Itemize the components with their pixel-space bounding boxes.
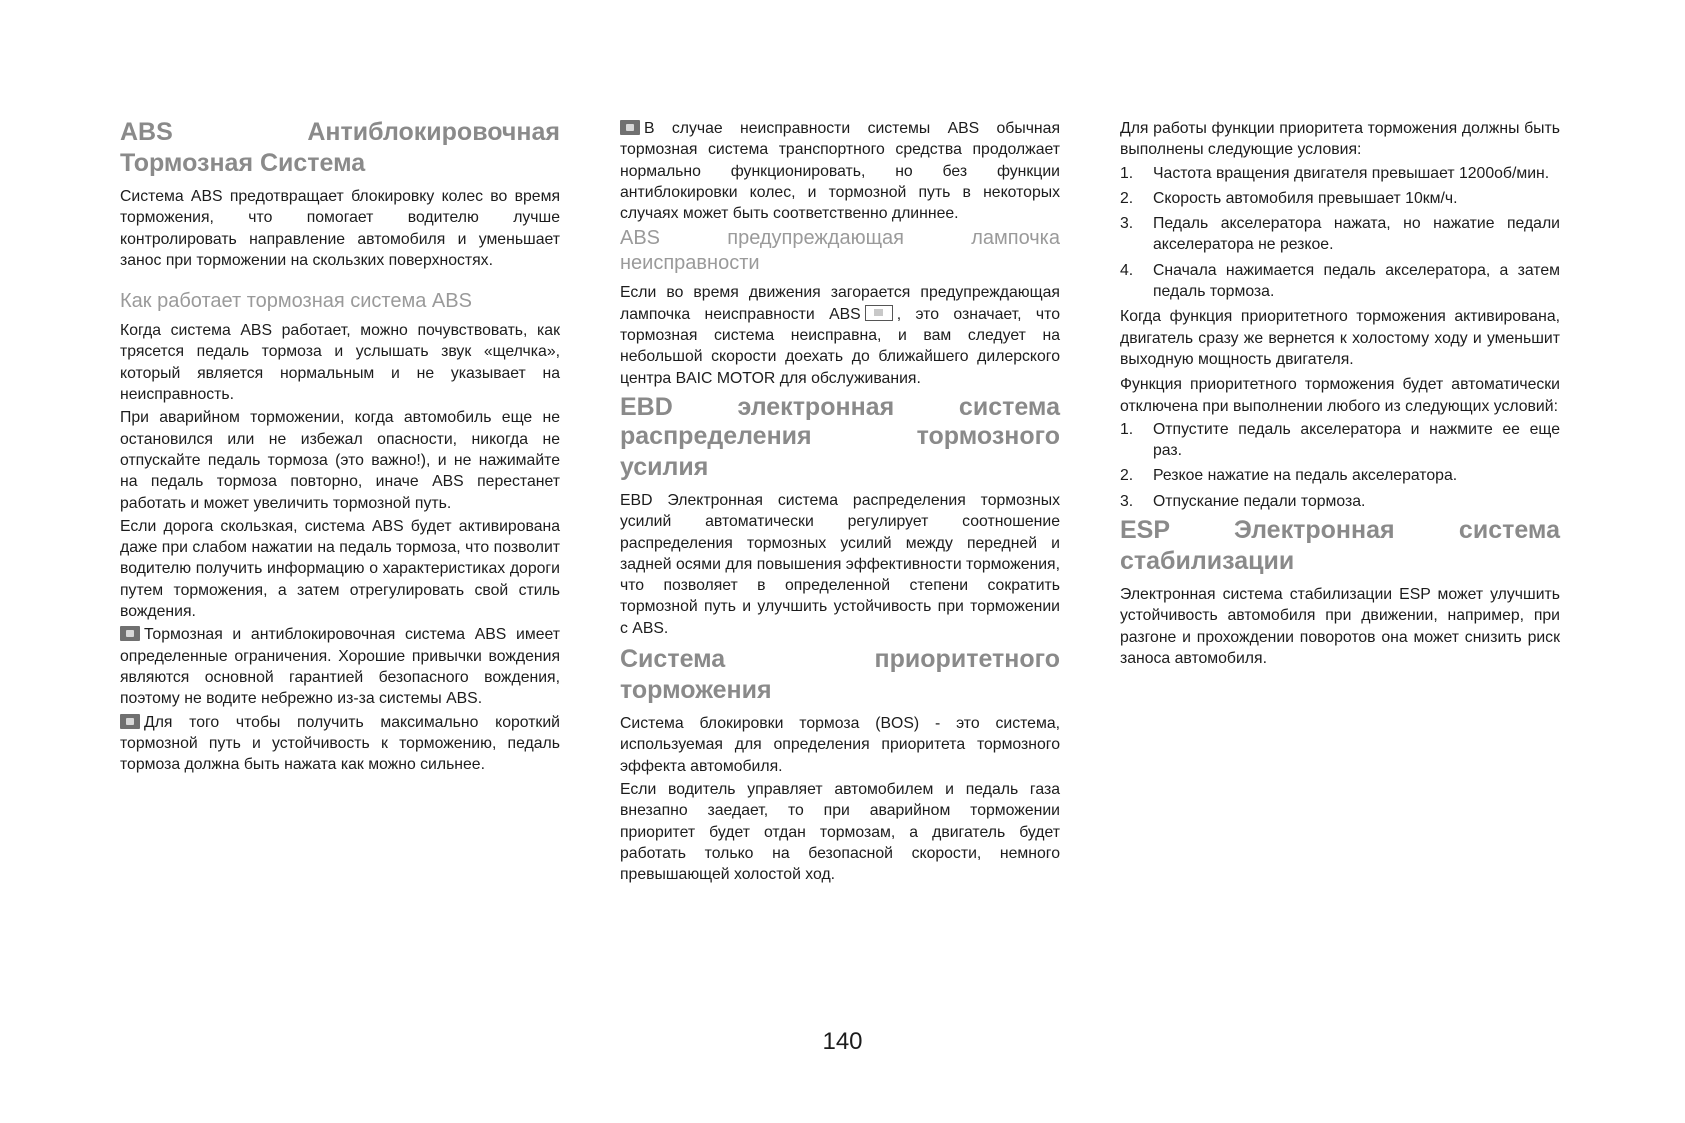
- note-abs-limits-text: Тормозная и антиблокировочная система ABS имеет определенные ограничения. Хорошие привычки вождения являются основной гарантией безопасного вождения, поэтому не водите небрежно из-за системы ABS.: [120, 626, 560, 708]
- abs-lamp-paragraph: [620, 282, 1060, 388]
- conditions-intro: Для работы функции приоритета торможения должны быть выполнены следующие условия:: [1120, 120, 1560, 159]
- abs-warning-lamp-icon: [865, 305, 893, 321]
- how-abs-works-p1: Когда система ABS работает, можно почувствовать, как трясется педаль тормоза и услышать звук «щелчка», который является нормальным и не указывает на неисправность.: [120, 322, 560, 404]
- list-item: 4. Сначала нажимается педаль акселератора, а затем педаль тормоза.: [1120, 261, 1560, 301]
- list-item: 2. Скорость автомобиля превышает 10км/ч.: [1120, 189, 1458, 207]
- disable-conditions-list: [1120, 419, 1560, 512]
- page-number: 140: [822, 1028, 863, 1055]
- abs-title-line1: ABS Антиблокировочная: [120, 118, 560, 146]
- bos-paragraph-2: Если водитель управляет автомобилем и педаль газа внезапно заедает, то при аварийном торможении приоритет будет отдан тормозам, а двигатель будет работать только на безопасной скорости, немного превышающей холостой ход.: [620, 780, 1060, 884]
- abs-lamp-text-after: , это означает, что тормозная система неисправна, и вам следует на небольшой скорости доехать до ближайшего дилерского центра BAIC MOTOR для обслуживания.: [620, 305, 1060, 387]
- list-item: 3. Педаль акселератора нажата, но нажатие педали акселератора не резкое.: [1120, 215, 1560, 254]
- list-item: 1. Частота вращения двигателя превышает 1200об/мин.: [1120, 164, 1550, 182]
- how-abs-works-p2: При аварийном торможении, когда автомобиль еще не остановился или не избежал опасности, никогда не отпускайте педаль тормоза (это важно!), и не нажимайте на педаль тормоза повторно, иначе ABS перестанет работать и может увеличить тормозной путь.: [120, 409, 560, 512]
- how-abs-works-p3: Если дорога скользкая, система ABS будет активирована даже при слабом нажатии на педаль тормоза, что позволит водителю получить информацию о характеристиках дороги путем торможения, а затем отрегулировать свой стиль вождения.: [120, 517, 560, 621]
- column-middle: [620, 118, 1060, 887]
- list-item: 1. Отпустите педаль акселератора и нажмите ее еще раз.: [1120, 420, 1560, 460]
- esp-title-line1: ESP Электронная система: [1120, 516, 1560, 545]
- note-braking-distance-text: Для того чтобы получить максимально короткий тормозной путь и устойчивость к торможению, педаль тормоза должна быть нажата как можно сильнее.: [120, 713, 560, 774]
- note-abs-limits: [120, 624, 560, 709]
- abs-lamp-title-line2: неисправности: [620, 252, 760, 275]
- disable-intro: Функция приоритетного торможения будет автоматически отключена при выполнении любого из следующих условий:: [1120, 376, 1560, 415]
- bos-paragraph-1: Система блокировки тормоза (BOS) - это система, используемая для определения приоритета тормозного эффекта автомобиля.: [620, 715, 1060, 775]
- conditions-list: [1120, 163, 1560, 303]
- note-abs-failure: [620, 118, 1060, 224]
- esp-title-line2: стабилизации: [1120, 547, 1295, 576]
- abs-title-line2: Тормозная Система: [120, 149, 366, 177]
- bos-title-line1: Система приоритетного: [620, 645, 1060, 674]
- ebd-title-line2: усилия: [620, 452, 709, 481]
- how-abs-works-title: Как работает тормозная система ABS: [120, 290, 472, 313]
- column-right: [1120, 118, 1560, 671]
- ebd-title-line1: EBD электронная система распределения тормозного: [620, 392, 1060, 450]
- note-braking-distance: [120, 712, 560, 776]
- activation-paragraph: Когда функция приоритетного торможения активирована, двигатель сразу же вернется к холостому ходу и уменьшит выходную мощность двигателя.: [1120, 308, 1560, 368]
- bos-title-line2: торможения: [620, 676, 772, 705]
- note-icon: [620, 120, 640, 135]
- note-icon: [120, 714, 140, 729]
- list-item: 3. Отпускание педали тормоза.: [1120, 492, 1366, 510]
- abs-lamp-text-before: Если во время движения загорается предупреждающая лампочка неисправности ABS: [620, 284, 1060, 323]
- column-left: [120, 118, 560, 777]
- ebd-paragraph: EBD Электронная система распределения тормозных усилий автоматически регулирует соотношение распределения тормозных усилий между передней и задней осями для повышения эффективности торможения, что позволяет в определенной степени сократить тормозной путь и улучшить устойчивость при торможении с ABS.: [620, 491, 1060, 637]
- note-abs-failure-text: В случае неисправности системы ABS обычная тормозная система транспортного средства продолжает нормально функционировать, но без функции антиблокировки колес, и тормозной путь в некоторых случаях может быть соответственно длиннее.: [620, 120, 1060, 223]
- abs-lamp-title-line1: ABS предупреждающая лампочка: [620, 227, 1060, 250]
- abs-intro: Система ABS предотвращает блокировку колес во время торможения, что помогает водителю лучше контролировать направление автомобиля и уменьшает занос при торможении на скользких поверхностях.: [120, 188, 560, 269]
- esp-paragraph: Электронная система стабилизации ESP может улучшить устойчивость автомобиля при движении, например, при разгоне и прохождении поворотов она может снизить риск заноса автомобиля.: [1120, 586, 1560, 667]
- note-icon: [120, 626, 140, 641]
- list-item: 2. Резкое нажатие на педаль акселератора.: [1120, 467, 1458, 485]
